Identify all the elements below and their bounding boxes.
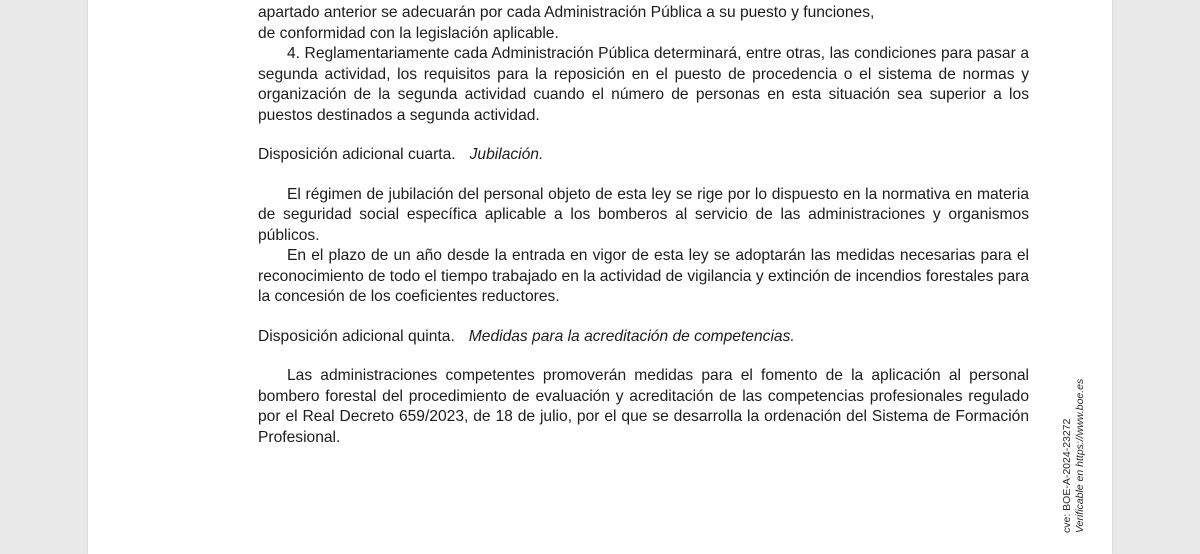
paragraph-4: 4. Reglamentariamente cada Administración Pública determinará, entre otras, las condiciones para pasar a segunda actividad, los requisitos para la reposición en el puesto de procedencia o el sistema de normas y organización de la segunda actividad cuando el número de personas en esta situación sea superior a los puestos destinados a segunda actividad. [258,45,1029,124]
section-heading-quinta [258,327,1029,348]
cve-code: cve: BOE-A-2024-23272 [1061,418,1073,533]
margin-verification-note [1061,353,1091,533]
verification-url: Verificable en https://www.boe.es [1074,378,1086,533]
section-title: Medidas para la acreditación de competencias. [468,327,795,345]
paragraph: En el plazo de un año desde la entrada en vigor de esta ley se adoptarán las medidas necesarias para el reconocimiento de todo el tiempo trabajado en la actividad de vigilancia y extinción de incendios forestales para la concesión de los coeficientes reductores. [258,247,1029,305]
section-label: Disposición adicional quinta. [258,327,455,345]
document-page [88,0,1112,554]
paragraph: Las administraciones competentes promoverán medidas para el fomento de la aplicación al personal bombero forestal del procedimiento de evaluación y acreditación de las competencias profesionales regulado por el Real Decreto 659/2023, de 18 de julio, por el que se desarrolla la ordenación del Sistema de Formación Profesional. [258,367,1029,446]
paragraph: El régimen de jubilación del personal objeto de esta ley se rige por lo dispuesto en la normativa en materia de seguridad social específica aplicable a los bomberos al servicio de las administraciones y organismos públicos. [258,185,1029,244]
margin-verification-text [1061,353,1087,533]
intro-line-1: apartado anterior se adecuarán por cada Administración Pública a su puesto y funciones, [258,4,875,21]
section-heading-cuarta [258,145,1029,166]
section-title: Jubilación. [469,146,544,163]
document-body [258,0,1029,448]
intro-line-2: de conformidad con la legislación aplicable. [258,24,559,42]
section-label: Disposición adicional cuarta. [258,146,456,163]
